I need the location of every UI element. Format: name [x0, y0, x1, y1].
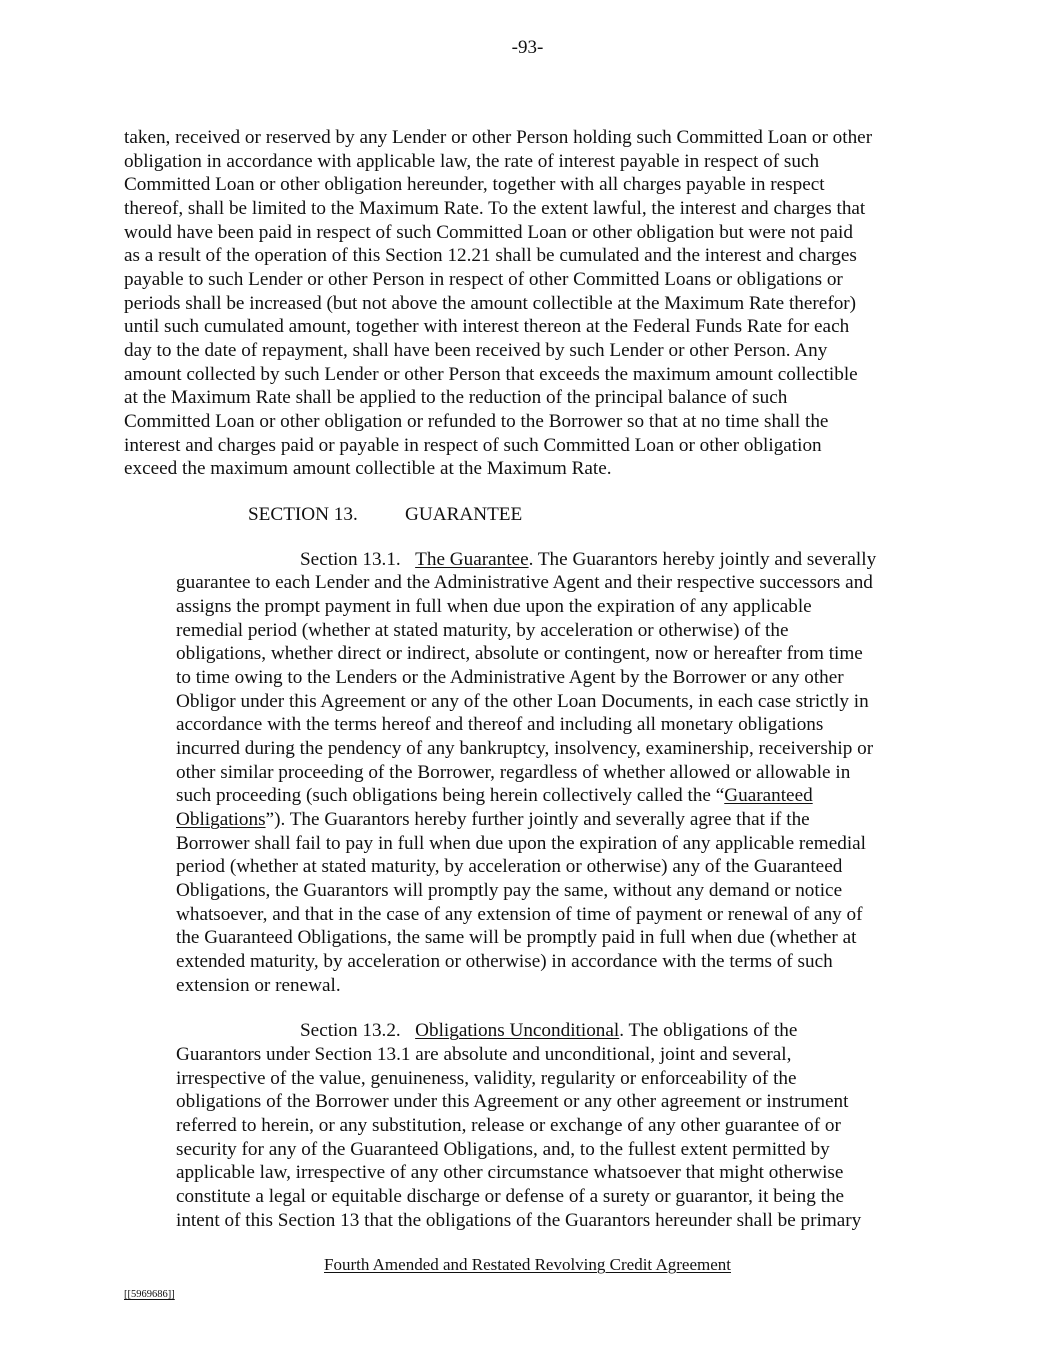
defined-term: Guaranteed	[724, 785, 813, 806]
text-line: obligations of the Borrower under this Agreement or any other agreement or instrument	[176, 1091, 849, 1112]
text-line: security for any of the Guaranteed Obligations, and, to the fullest extent permitted by	[176, 1139, 830, 1160]
text-line: to time owing to the Lenders or the Administrative Agent by the Borrower or any other	[176, 667, 844, 688]
text-run: such proceeding (such obligations being herein collectively called the “	[176, 785, 725, 806]
text-line: payable to such Lender or other Person in respect of other Committed Loans or obligations or	[124, 269, 843, 290]
text-line: obligations, whether direct or indirect, absolute or contingent, now or hereafter from time	[176, 643, 863, 664]
text-line: other similar proceeding of the Borrower, regardless of whether allowed or allowable in	[176, 762, 851, 783]
text-line: taken, received or reserved by any Lender or other Person holding such Committed Loan or other	[124, 127, 873, 148]
section-title: GUARANTEE	[405, 504, 523, 525]
footer-title-text: Fourth Amended and Restated Revolving Credit Agreement	[324, 1255, 731, 1274]
text-line: extended maturity, by acceleration or otherwise) in accordance with the terms of such	[176, 951, 833, 972]
text-line	[176, 808, 810, 832]
text-line: Obligor under this Agreement or any of the other Loan Documents, in each case strictly in	[176, 691, 869, 712]
text-line: intent of this Section 13 that the obligations of the Guarantors hereunder shall be primary	[176, 1210, 862, 1231]
text-line: irrespective of the value, genuineness, validity, regularity or enforceability of the	[176, 1068, 797, 1089]
document-id	[124, 1288, 175, 1302]
footer-document-title	[0, 1254, 1055, 1276]
subsection-number: Section 13.2.	[300, 1020, 401, 1041]
text-line: remedial period (whether at stated maturity, by acceleration or otherwise) of the	[176, 620, 789, 641]
text-line: day to the date of repayment, shall have been received by such Lender or other Person. Any	[124, 340, 828, 361]
text-run: . The Guarantors hereby jointly and severally	[528, 549, 877, 570]
subsection-number: Section 13.1.	[300, 549, 401, 570]
text-line: period (whether at stated maturity, by acceleration or otherwise) any of the Guaranteed	[176, 856, 843, 877]
text-line: referred to herein, or any substitution, release or exchange of any other guarantee of or	[176, 1115, 841, 1136]
text-line: incurred during the pendency of any bankruptcy, insolvency, examinership, receivership or	[176, 738, 874, 759]
text-line: interest and charges paid or payable in respect of such Committed Loan or other obligation	[124, 435, 822, 456]
text-line: guarantee to each Lender and the Administrative Agent and their respective successors and	[176, 572, 873, 593]
text-line: extension or renewal.	[176, 975, 341, 996]
text-run: . The obligations of the	[619, 1020, 798, 1041]
text-line: Committed Loan or other obligation hereunder, together with all charges payable in respect	[124, 174, 825, 195]
text-line: assigns the prompt payment in full when due upon the expiration of any applicable	[176, 596, 812, 617]
text-line: as a result of the operation of this Section 12.21 shall be cumulated and the interest and charges	[124, 245, 857, 266]
page-number: -93-	[511, 37, 544, 58]
subsection-heading: The Guarantee	[415, 549, 529, 570]
text-line: applicable law, irrespective of any other circumstance whatsoever that might otherwise	[176, 1162, 844, 1183]
text-line: Borrower shall fail to pay in full when due upon the expiration of any applicable remedial	[176, 833, 867, 854]
text-line: Committed Loan or other obligation or refunded to the Borrower so that at no time shall the	[124, 411, 829, 432]
text-line: Guarantors under Section 13.1 are absolute and unconditional, joint and several,	[176, 1044, 792, 1065]
text-line: until such cumulated amount, together with interest thereon at the Federal Funds Rate for each	[124, 316, 850, 337]
text-line: exceed the maximum amount collectible at the Maximum Rate.	[124, 458, 612, 479]
subsection-first-line	[300, 1019, 797, 1043]
text-line: the Guaranteed Obligations, the same will be promptly paid in full when due (whether at	[176, 927, 857, 948]
text-line: would have been paid in respect of such Committed Loan or other obligation but were not paid	[124, 222, 853, 243]
section-number: SECTION 13.	[248, 504, 358, 525]
subsection-heading: Obligations Unconditional	[415, 1020, 620, 1041]
text-run: ”). The Guarantors hereby further jointly and severally agree that if the	[265, 809, 810, 830]
defined-term: Obligations	[176, 809, 266, 830]
text-line: accordance with the terms hereof and thereof and including all monetary obligations	[176, 714, 824, 735]
text-line: at the Maximum Rate shall be applied to the reduction of the principal balance of such	[124, 387, 788, 408]
text-line: whatsoever, and that in the case of any extension of time of payment or renewal of any of	[176, 904, 863, 925]
text-line: thereof, shall be limited to the Maximum Rate. To the extent lawful, the interest and charges that	[124, 198, 866, 219]
subsection-first-line	[300, 548, 876, 572]
document-id-text: [[5969686]]	[124, 1289, 175, 1300]
text-line: amount collected by such Lender or other Person that exceeds the maximum amount collectible	[124, 364, 858, 385]
text-line: constitute a legal or equitable discharge or defense of a surety or guarantor, it being the	[176, 1186, 845, 1207]
text-line	[176, 784, 813, 808]
text-line: periods shall be increased (but not above the amount collectible at the Maximum Rate therefor)	[124, 293, 857, 314]
text-line: obligation in accordance with applicable law, the rate of interest payable in respect of such	[124, 151, 820, 172]
text-line: Obligations, the Guarantors will promptly pay the same, without any demand or notice	[176, 880, 843, 901]
